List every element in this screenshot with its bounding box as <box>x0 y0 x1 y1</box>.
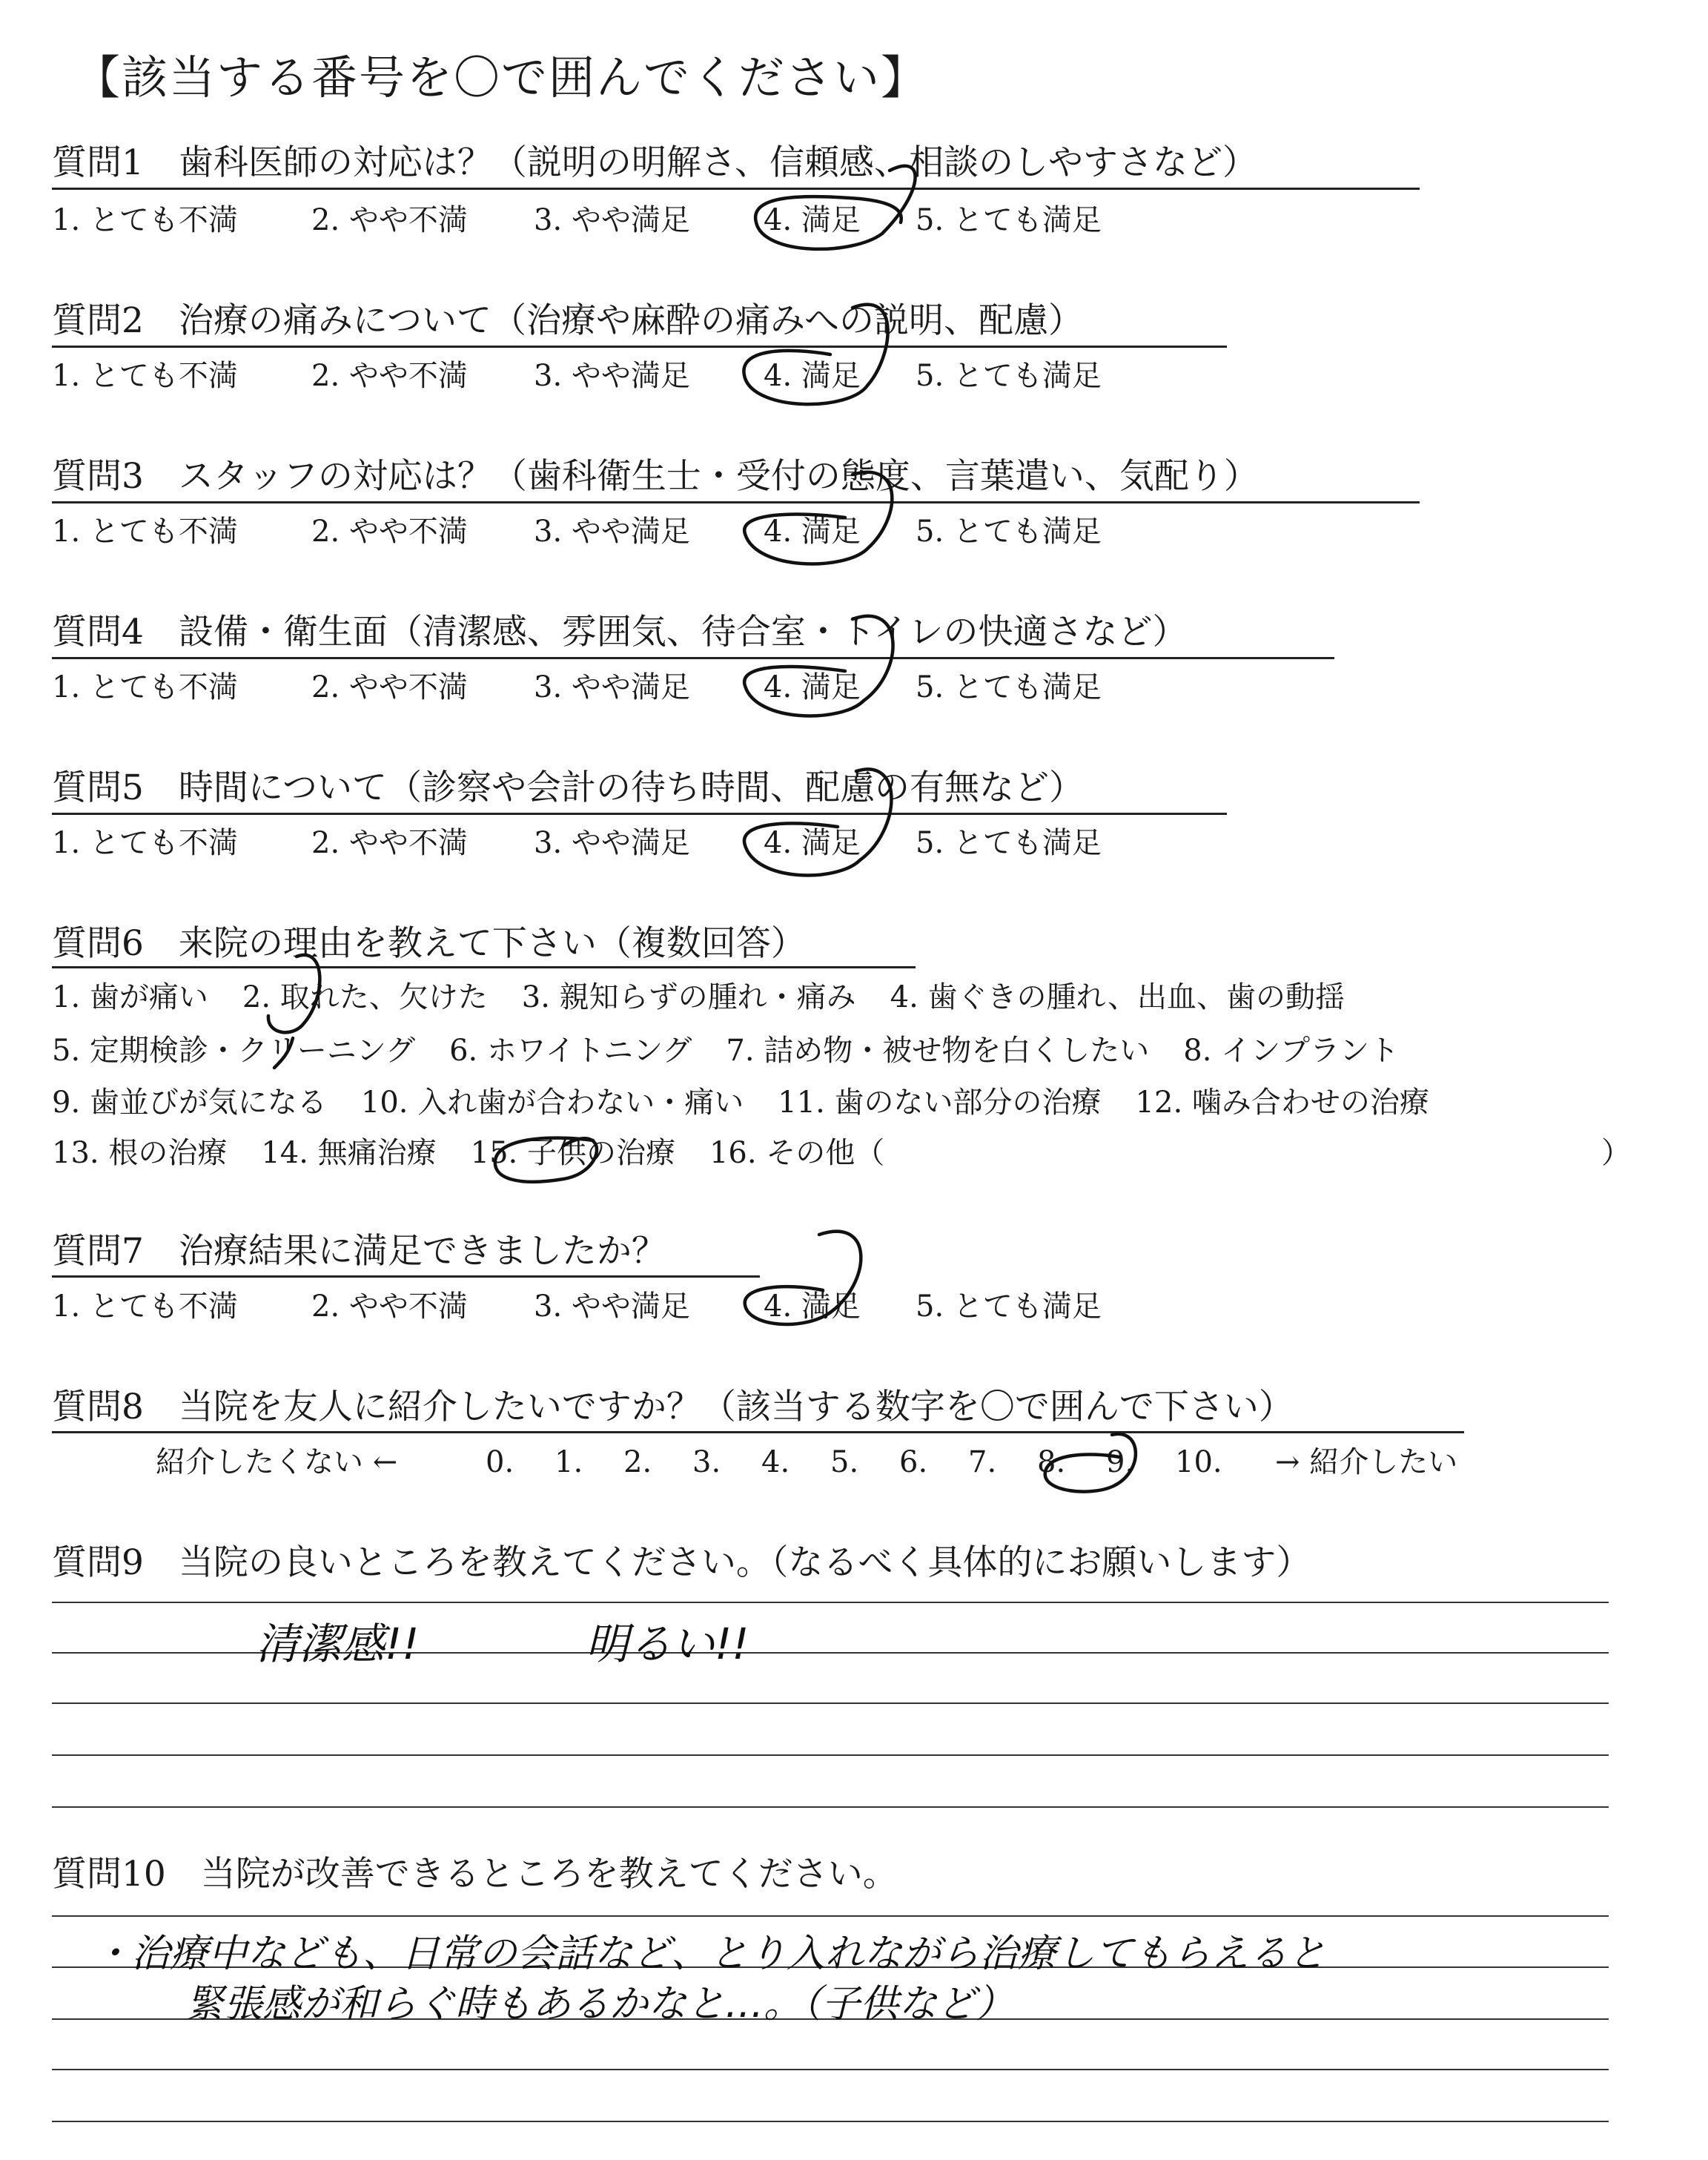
q5-option-2[interactable]: 2. やや不満 <box>311 826 468 860</box>
q5-option-4[interactable]: 4. 満足 <box>764 826 861 860</box>
q1-option-1[interactable]: 1. とても不満 <box>52 203 238 237</box>
q6-option-11[interactable]: 11. 歯のない部分の治療 <box>778 1086 1102 1120</box>
q2-option-5[interactable]: 5. とても満足 <box>916 359 1102 393</box>
q5-underline <box>52 813 1227 815</box>
q7-option-5[interactable]: 5. とても満足 <box>916 1289 1102 1324</box>
q10-answer-line <box>52 2121 1609 2122</box>
q8-underline <box>52 1431 1464 1433</box>
q6-option-8[interactable]: 8. インプラント <box>1183 1034 1400 1068</box>
q9-handwritten-answer-1: 清潔感!! <box>256 1619 420 1669</box>
q6-header: 質問6 来院の理由を教えて下さい（複数回答） <box>52 923 806 964</box>
q9-answer-line <box>52 1754 1609 1756</box>
q7-option-4[interactable]: 4. 満足 <box>764 1289 861 1324</box>
q5-option-3[interactable]: 3. やや満足 <box>534 826 690 860</box>
q6-option-14[interactable]: 14. 無痛治療 <box>261 1136 437 1170</box>
q2-underline <box>52 346 1227 348</box>
q6-option-6[interactable]: 6. ホワイトニング <box>449 1034 692 1068</box>
q9-answer-line <box>52 1602 1609 1603</box>
q3-option-2[interactable]: 2. やや不満 <box>311 515 468 549</box>
q9-handwritten-answer-2: 明るい!! <box>586 1619 749 1669</box>
q1-option-3[interactable]: 3. やや満足 <box>534 203 690 237</box>
q6-option-10[interactable]: 10. 入れ歯が合わない・痛い <box>360 1086 744 1120</box>
page-title: 【該当する番号を〇で囲んでください】 <box>74 50 929 105</box>
q10-handwritten-line-1: ・治療中なども、日常の会話など、とり入れながら治療してもらえると <box>93 1932 1327 1976</box>
q7-underline <box>52 1275 760 1278</box>
q2-header: 質問2 治療の痛みについて（治療や麻酔の痛みへの説明、配慮） <box>52 300 1084 341</box>
q6-row-4 <box>52 1135 1631 1172</box>
q1-option-2[interactable]: 2. やや不満 <box>311 203 468 237</box>
q6-option-13[interactable]: 13. 根の治療 <box>52 1136 228 1170</box>
q6-option-7[interactable]: 7. 詰め物・被せ物を白くしたい <box>726 1034 1150 1068</box>
q3-option-4[interactable]: 4. 満足 <box>764 515 861 549</box>
q3-option-5[interactable]: 5. とても満足 <box>916 515 1102 549</box>
q9-answer-line <box>52 1806 1609 1808</box>
q6-underline <box>52 966 916 968</box>
q2-option-4[interactable]: 4. 満足 <box>764 359 861 393</box>
q6-option-3[interactable]: 3. 親知らずの腫れ・痛み <box>521 980 856 1014</box>
q8-scale-9[interactable]: 9. <box>1106 1445 1135 1479</box>
q6-other-close-paren: ） <box>1601 1136 1631 1170</box>
q8-scale-10[interactable]: 10. <box>1175 1445 1222 1479</box>
q8-scale-6[interactable]: 6. <box>899 1445 928 1479</box>
q6-row-3 <box>52 1084 1463 1121</box>
q10-answer-line <box>52 1915 1609 1917</box>
q8-scale-0[interactable]: 0. <box>486 1445 514 1479</box>
q6-option-9[interactable]: 9. 歯並びが気になる <box>52 1086 327 1120</box>
q8-scale-1[interactable]: 1. <box>555 1445 583 1479</box>
q7-option-3[interactable]: 3. やや満足 <box>534 1289 690 1324</box>
q1-options <box>52 202 1238 239</box>
q3-option-1[interactable]: 1. とても不満 <box>52 515 238 549</box>
q6-row-1 <box>52 979 1379 1016</box>
q8-scale-4[interactable]: 4. <box>761 1445 790 1479</box>
q6-option-15[interactable]: 15. 子供の治療 <box>470 1136 675 1170</box>
q4-header: 質問4 設備・衛生面（清潔感、雰囲気、待合室・トイレの快適さなど） <box>52 612 1188 653</box>
q3-underline <box>52 501 1420 503</box>
q1-option-5[interactable]: 5. とても満足 <box>916 203 1102 237</box>
q3-option-3[interactable]: 3. やや満足 <box>534 515 690 549</box>
q6-option-12[interactable]: 12. 噛み合わせの治療 <box>1135 1086 1429 1120</box>
q4-options <box>52 669 1238 706</box>
q4-option-5[interactable]: 5. とても満足 <box>916 670 1102 704</box>
q4-option-2[interactable]: 2. やや不満 <box>311 670 468 704</box>
q7-options <box>52 1288 1238 1325</box>
q10-answer-line <box>52 2069 1609 2070</box>
q4-option-3[interactable]: 3. やや満足 <box>534 670 690 704</box>
q8-scale-3[interactable]: 3. <box>692 1445 721 1479</box>
q10-handwritten-line-2: 緊張感が和らぐ時もあるかなと…。（子供など） <box>185 1982 1015 2027</box>
q8-right-label: → 紹介したい <box>1275 1445 1458 1479</box>
q1-underline <box>52 188 1420 190</box>
q1-header: 質問1 歯科医師の対応は？（説明の明解さ、信頼感、相談のしやすさなど） <box>52 142 1258 183</box>
q8-left-label: 紹介したくない ← <box>156 1445 398 1479</box>
q3-header: 質問3 スタッフの対応は？（歯科衛生士・受付の態度、言葉遣い、気配り） <box>52 456 1259 497</box>
q6-option-5[interactable]: 5. 定期検診・クリーニング <box>52 1034 416 1068</box>
q2-options <box>52 357 1238 394</box>
q6-option-16[interactable]: 16. その他（ <box>709 1136 885 1170</box>
q9-header: 質問9 当院の良いところを教えてください。（なるべく具体的にお願いします） <box>52 1542 1311 1583</box>
q10-header: 質問10 当院が改善できるところを教えてください。 <box>52 1854 898 1895</box>
q4-option-1[interactable]: 1. とても不満 <box>52 670 238 704</box>
q7-option-1[interactable]: 1. とても不満 <box>52 1289 238 1324</box>
q6-option-4[interactable]: 4. 歯ぐきの腫れ、出血、歯の動揺 <box>890 980 1345 1014</box>
q1-option-4[interactable]: 4. 満足 <box>764 203 861 237</box>
q9-answer-line <box>52 1702 1609 1704</box>
q8-scale-7[interactable]: 7. <box>968 1445 997 1479</box>
q5-header: 質問5 時間について（診察や会計の待ち時間、配慮の有無など） <box>52 767 1084 808</box>
q3-options <box>52 513 1238 550</box>
q7-option-2[interactable]: 2. やや不満 <box>311 1289 468 1324</box>
q7-header: 質問7 治療結果に満足できましたか？ <box>52 1231 666 1272</box>
q2-option-2[interactable]: 2. やや不満 <box>311 359 468 393</box>
q6-option-2[interactable]: 2. 取れた、欠けた <box>242 980 488 1014</box>
q5-options <box>52 825 1238 862</box>
q4-option-4[interactable]: 4. 満足 <box>764 670 861 704</box>
q8-scale-2[interactable]: 2. <box>623 1445 652 1479</box>
q8-scale <box>156 1444 1490 1481</box>
q5-option-1[interactable]: 1. とても不満 <box>52 826 238 860</box>
q8-header: 質問8 当院を友人に紹介したいですか？（該当する数字を〇で囲んで下さい） <box>52 1387 1294 1427</box>
q4-underline <box>52 657 1334 659</box>
q6-row-2 <box>52 1032 1433 1069</box>
q6-option-1[interactable]: 1. 歯が痛い <box>52 980 208 1014</box>
q2-option-3[interactable]: 3. やや満足 <box>534 359 690 393</box>
q8-scale-5[interactable]: 5. <box>830 1445 859 1479</box>
q5-option-5[interactable]: 5. とても満足 <box>916 826 1102 860</box>
q2-option-1[interactable]: 1. とても不満 <box>52 359 238 393</box>
q8-scale-8[interactable]: 8. <box>1037 1445 1066 1479</box>
